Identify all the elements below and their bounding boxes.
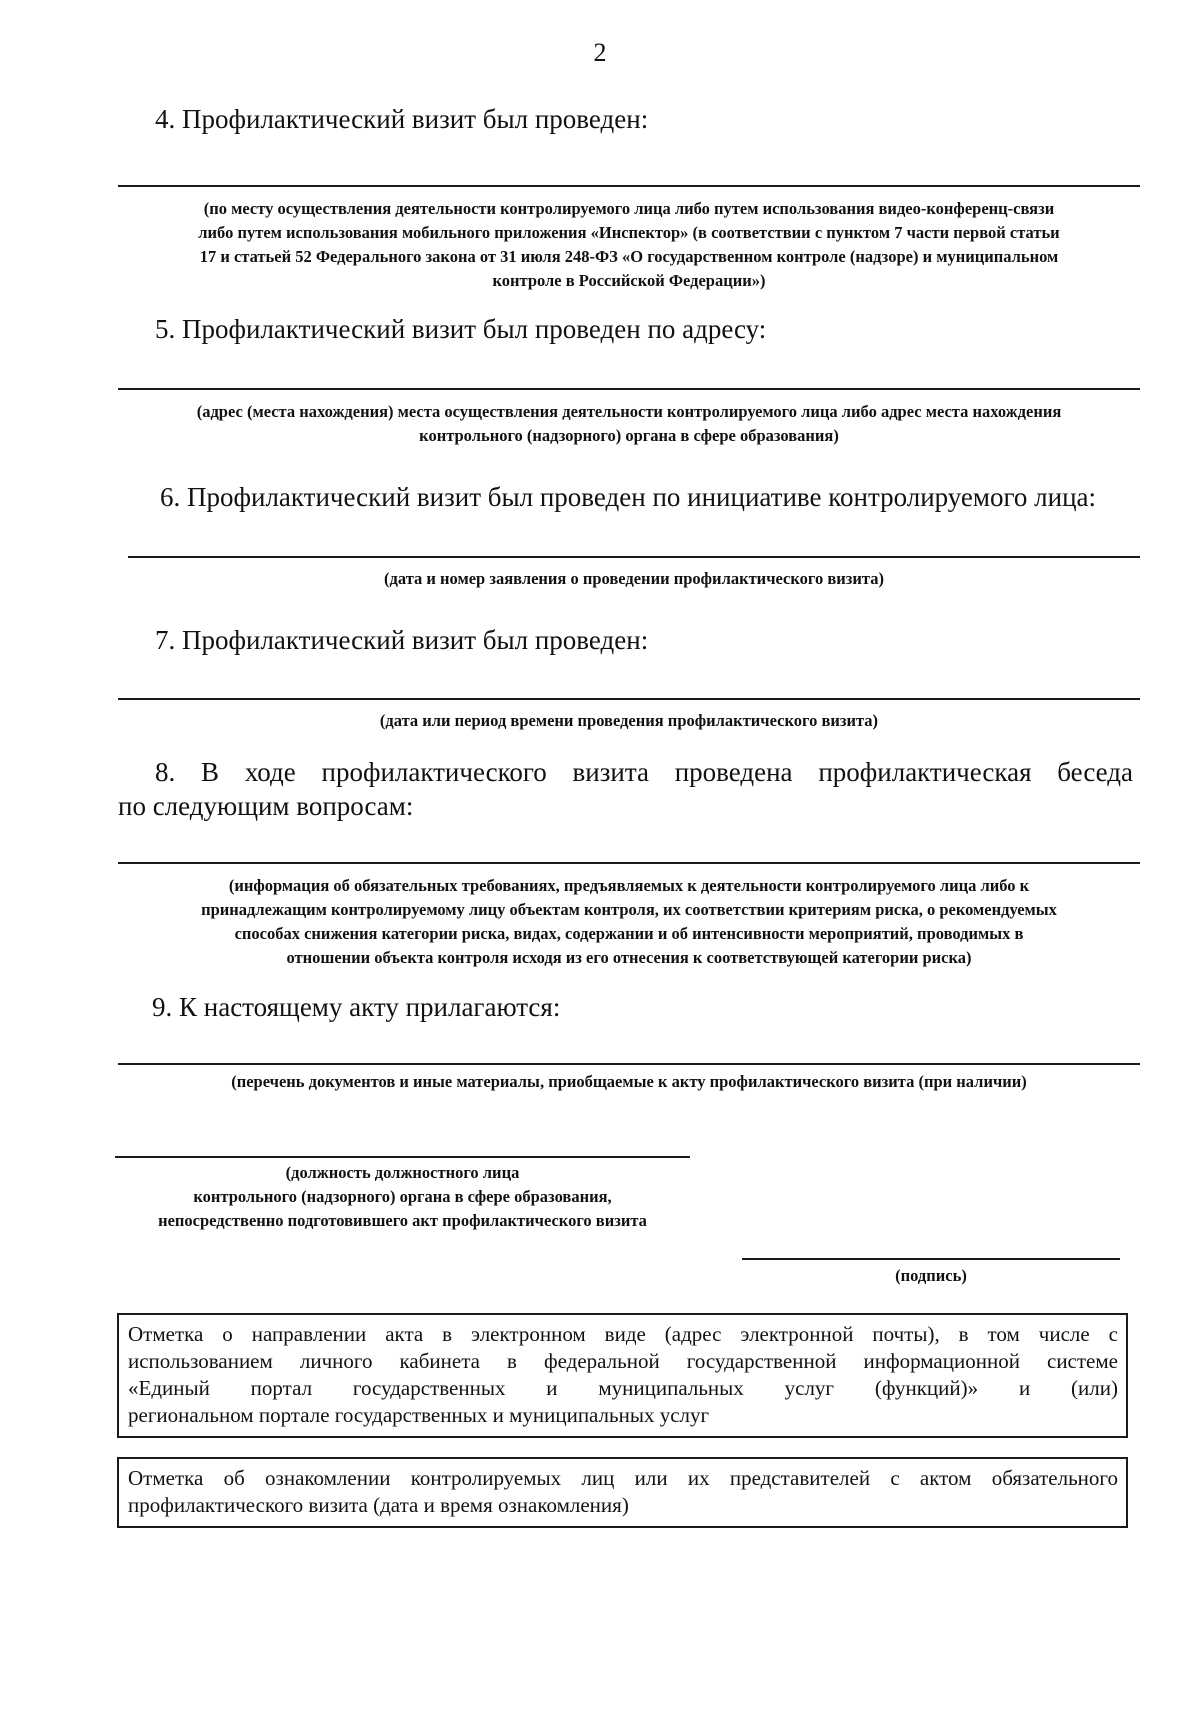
- position-caption-line: контрольного (надзорного) органа в сфере образования,: [193, 1187, 612, 1206]
- section-5-heading: 5. Профилактический визит был проведен по адресу:: [155, 314, 767, 344]
- acquaintance-mark-line: профилактического визита (дата и время ознакомления): [128, 1493, 629, 1517]
- section-7-heading: 7. Профилактический визит был проведен:: [155, 625, 649, 655]
- section-8-note-line: принадлежащим контролируемому лицу объектам контроля, их соответствии критериям риска, о рекомендуемых: [201, 900, 1057, 919]
- section-8-note-line: (информация об обязательных требованиях, предъявляемых к деятельности контролируемого лица либо к: [228, 876, 1030, 895]
- position-caption-line: (должность должностного лица: [285, 1163, 520, 1182]
- section-8-note-line: способах снижения категории риска, видах, содержании и об интенсивности мероприятий, проводимых в: [234, 924, 1024, 943]
- electronic-mark-line: использованием личного кабинета в федеральной государственной информационной системе: [128, 1349, 1118, 1373]
- section-5-note-line: (адрес (места нахождения) места осуществления деятельности контролируемого лица либо адрес места нахождения: [196, 402, 1062, 421]
- position-caption-line: непосредственно подготовившего акт профилактического визита: [158, 1211, 647, 1230]
- electronic-mark-line: Отметка о направлении акта в электронном виде (адрес электронной почты), в том числе с: [128, 1322, 1118, 1346]
- section-7-note: (дата или период времени проведения профилактического визита): [379, 711, 879, 730]
- section-4-note-line: (по месту осуществления деятельности контролируемого лица либо путем использования видео-конференц-связи: [203, 199, 1055, 218]
- section-6-note: (дата и номер заявления о проведении профилактического визита): [384, 569, 884, 588]
- electronic-mark-line: «Единый портал государственных и муниципальных услуг (функций)» и (или): [128, 1376, 1118, 1400]
- section-4-note-line: либо путем использования мобильного приложения «Инспектор» (в соответствии с пунктом 7 части первой статьи: [198, 223, 1060, 242]
- position-caption: [110, 1161, 695, 1233]
- section-4-heading: 4. Профилактический визит был проведен:: [155, 104, 649, 134]
- page-number: 2: [593, 38, 607, 67]
- section-8-heading-line-1: 8. В ходе профилактического визита проведена профилактическая беседа: [155, 757, 1133, 787]
- section-8-heading-line-2: по следующим вопросам:: [118, 791, 414, 821]
- section-7-fill-line: [118, 698, 1140, 700]
- acquaintance-mark-box: [117, 1457, 1128, 1528]
- section-9-fill-line: [118, 1063, 1140, 1065]
- section-4-fill-line: [118, 185, 1140, 187]
- acquaintance-mark-line: Отметка об ознакомлении контролируемых лиц или их представителей с актом обязательного: [128, 1466, 1118, 1490]
- section-9-heading: 9. К настоящему акту прилагаются:: [152, 992, 561, 1022]
- section-6-fill-line: [128, 556, 1140, 558]
- section-4-note-line: контроле в Российской Федерации»): [492, 271, 766, 290]
- section-5-note-line: контрольного (надзорного) органа в сфере образования): [419, 426, 839, 445]
- signature-fill-line: [742, 1258, 1120, 1260]
- electronic-mark-line: региональном портале государственных и муниципальных услуг: [128, 1403, 710, 1427]
- section-8-note-line: отношении объекта контроля исходя из его отнесения к соответствующей категории риска): [286, 948, 972, 967]
- section-6-heading: 6. Профилактический визит был проведен по инициативе контролируемого лица:: [160, 482, 1097, 512]
- signature-caption: (подпись): [895, 1266, 967, 1285]
- section-8-fill-line: [118, 862, 1140, 864]
- section-4-note: [118, 197, 1140, 293]
- electronic-delivery-mark-box: [117, 1313, 1128, 1438]
- position-fill-line: [115, 1156, 690, 1158]
- section-8-note: [118, 874, 1140, 970]
- section-4-note-line: 17 и статьей 52 Федерального закона от 31 июля 248-ФЗ «О государственном контроле (надзоре) и муниципальном: [199, 247, 1059, 266]
- section-5-note: [118, 400, 1140, 448]
- section-9-note: (перечень документов и иные материалы, приобщаемые к акту профилактического визита (при наличии): [231, 1072, 1027, 1091]
- section-5-fill-line: [118, 388, 1140, 390]
